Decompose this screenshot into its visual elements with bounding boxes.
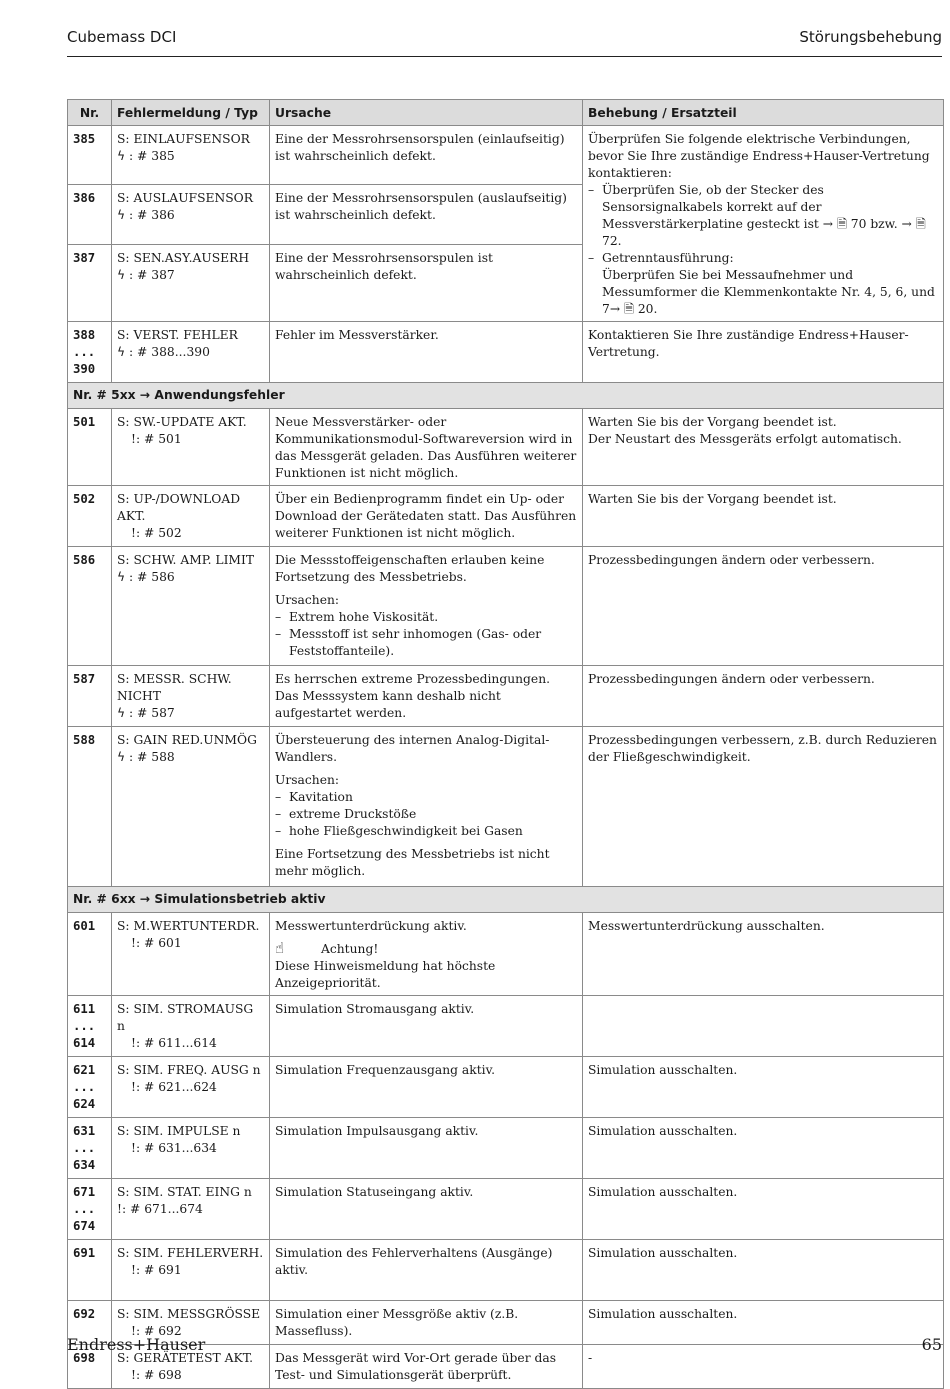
row-nr: 386 [68,185,112,244]
row-cause: Simulation Stromausgang aktiv. [270,996,583,1057]
table-row [68,1057,944,1118]
row-fix: Simulation ausschalten. [583,1179,944,1240]
row-message: S: SIM. IMPULSE n !: # 631...634 [112,1118,270,1179]
row-nr: 698 [68,1345,112,1389]
row-cause: Die Messstoffeigenschaften erlauben keine Fortsetzung des Messbetriebs. Ursachen: – Extrem hohe Viskosität. – Messstoff ist sehr inhomogen (Gas- oder Feststoffanteile). [270,547,583,666]
row-cause: Messwertunterdrückung aktiv. ☝ Achtung! Diese Hinweismeldung hat höchste Anzeigepriorität. [270,913,583,996]
hand-pointer-icon: ☝ [275,939,285,957]
row-fix: Warten Sie bis der Vorgang beendet ist. [583,486,944,547]
row-fix: Simulation ausschalten. [583,1301,944,1345]
row-fix: Messwertunterdrückung ausschalten. [583,913,944,996]
row-message: S: SIM. FEHLERVERH. !: # 691 [112,1240,270,1301]
document-reference-icon: 🗎 [833,217,847,231]
row-nr: 611 ... 614 [68,996,112,1057]
row-nr: 385 [68,126,112,185]
table-row [68,409,944,486]
row-fix: Prozessbedingungen ändern oder verbessern. [583,666,944,727]
col-cause: Ursache [270,100,583,126]
row-message: S: SIM. MESSGRÖSSE !: # 692 [112,1301,270,1345]
row-message: S: UP-/DOWNLOAD AKT. !: # 502 [112,486,270,547]
row-fix: Kontaktieren Sie Ihre zuständige Endress+Hauser-Vertretung. [583,322,944,383]
page-number: 65 [921,1335,942,1354]
row-nr: 691 [68,1240,112,1301]
row-cause: Simulation Frequenzausgang aktiv. [270,1057,583,1118]
row-nr: 631 ... 634 [68,1118,112,1179]
row-message: S: SW.-UPDATE AKT. !: # 501 [112,409,270,486]
row-fix: Prozessbedingungen verbessern, z.B. durch Reduzieren der Fließgeschwindigkeit. [583,727,944,887]
row-cause: Das Messgerät wird Vor-Ort gerade über das Test- und Simulationsgerät überprüft. [270,1345,583,1389]
row-cause: Fehler im Messverstärker. [270,322,583,383]
row-message: S: MESSR. SCHW. NICHT ϟ : # 587 [112,666,270,727]
lightning-icon: ϟ [117,208,126,223]
lightning-icon: ϟ [117,570,126,584]
col-nr: Nr. [68,100,112,126]
row-fix: Simulation ausschalten. [583,1118,944,1179]
row-fix: - [583,1345,944,1389]
row-cause: Simulation Statuseingang aktiv. [270,1179,583,1240]
lightning-icon: ϟ [117,706,126,720]
table-row [68,1179,944,1240]
row-nr: 588 [68,727,112,887]
row-cause: Eine der Messrohrsensorspulen (einlaufseitig) ist wahrscheinlich defekt. [270,126,583,185]
lightning-icon: ϟ [117,149,126,163]
col-fix: Behebung / Ersatzteil [583,100,944,126]
row-fix [583,996,944,1057]
document-reference-icon: 🗎 [620,302,634,316]
row-cause: Eine der Messrohrsensorspulen ist wahrscheinlich defekt. [270,244,583,321]
table-row [68,1118,944,1179]
row-fix: Überprüfen Sie folgende elektrische Verbindungen, bevor Sie Ihre zuständige Endress+Hauser-Vertretung kontaktieren: – Überprüfen Sie, ob der Stecker des Sensorsignalkabels korrekt auf der Messverstärkerplatine gesteckt ist → 🗎 70 bzw. → 🗎 72. – Getrenntausführung: Überprüfen Sie bei Messaufnehmer und Messumformer die Klemmenkontakte Nr. 4, 5, 6, und 7→ 🗎 20. [583,126,944,322]
row-cause: Simulation Impulsausgang aktiv. [270,1118,583,1179]
row-cause: Übersteuerung des internen Analog-Digital-Wandlers. Ursachen: – Kavitation – extreme Druckstöße – hohe Fließgeschwindigkeit bei Gasen Eine Fortsetzung des Messbetriebs ist nicht mehr möglich. [270,727,583,887]
row-nr: 586 [68,547,112,666]
row-fix: Simulation ausschalten. [583,1240,944,1301]
row-nr: 671 ... 674 [68,1179,112,1240]
footer-brand: Endress+Hauser [67,1335,206,1354]
section-row [68,887,944,913]
section-title: Nr. # 5xx → Anwendungsfehler [68,383,944,409]
row-cause: Neue Messverstärker- oder Kommunikationsmodul-Softwareversion wird in das Messgerät geladen. Das Ausführen weiterer Funktionen ist nicht möglich. [270,409,583,486]
row-cause: Über ein Bedienprogramm findet ein Up- oder Download der Gerätedaten statt. Das Ausführen weiterer Funktionen ist nicht möglich. [270,486,583,547]
section-row [68,383,944,409]
table-row [68,322,944,383]
row-message: S: VERST. FEHLER ϟ : # 388...390 [112,322,270,383]
row-message: S: SIM. FREQ. AUSG n !: # 621...624 [112,1057,270,1118]
document-reference-icon: 🗎 [911,217,926,231]
row-message: S: EINLAUFSENSOR ϟ : # 385 [112,126,270,185]
row-message: S: M.WERTUNTERDR. !: # 601 [112,913,270,996]
table-row [68,666,944,727]
row-nr: 502 [68,486,112,547]
row-message: S: SCHW. AMP. LIMIT ϟ : # 586 [112,547,270,666]
row-message: S: GAIN RED.UNMÖG ϟ : # 588 [112,727,270,887]
header-section: Störungsbehebung [799,28,942,46]
row-nr: 601 [68,913,112,996]
table-row [68,996,944,1057]
row-cause: Simulation einer Messgröße aktiv (z.B. Massefluss). [270,1301,583,1345]
row-nr: 388 ... 390 [68,322,112,383]
row-cause: Simulation des Fehlerverhaltens (Ausgänge) aktiv. [270,1240,583,1301]
lightning-icon: ϟ [117,750,126,764]
lightning-icon: ϟ [117,267,126,282]
row-message: S: SEN.ASY.AUSERH ϟ : # 387 [112,244,270,321]
col-message: Fehlermeldung / Typ [112,100,270,126]
row-fix: Simulation ausschalten. [583,1057,944,1118]
table-row [68,1240,944,1301]
table-row [68,727,944,887]
row-nr: 587 [68,666,112,727]
section-title: Nr. # 6xx → Simulationsbetrieb aktiv [68,887,944,913]
page-footer [67,1335,942,1359]
row-message: S: GERÄTETEST AKT. !: # 698 [112,1345,270,1389]
row-message: S: SIM. STAT. EING n !: # 671...674 [112,1179,270,1240]
table-row [68,486,944,547]
header-product: Cubemass DCI [67,28,177,46]
error-table [67,99,944,1389]
row-cause: Es herrschen extreme Prozessbedingungen. Das Messsystem kann deshalb nicht aufgestartet werden. [270,666,583,727]
lightning-icon: ϟ [117,345,126,359]
row-cause: Eine der Messrohrsensorspulen (auslaufseitig) ist wahrscheinlich defekt. [270,185,583,244]
table-row [68,547,944,666]
row-fix: Prozessbedingungen ändern oder verbessern. [583,547,944,666]
page-header [67,28,942,57]
row-nr: 621 ... 624 [68,1057,112,1118]
row-nr: 501 [68,409,112,486]
row-nr: 692 [68,1301,112,1345]
table-row [68,126,944,185]
table-row [68,913,944,996]
table-header-row [68,100,944,126]
row-message: S: SIM. STROMAUSG n !: # 611...614 [112,996,270,1057]
row-nr: 387 [68,244,112,321]
row-fix: Warten Sie bis der Vorgang beendet ist. Der Neustart des Messgeräts erfolgt automatisch. [583,409,944,486]
row-message: S: AUSLAUFSENSOR ϟ : # 386 [112,185,270,244]
